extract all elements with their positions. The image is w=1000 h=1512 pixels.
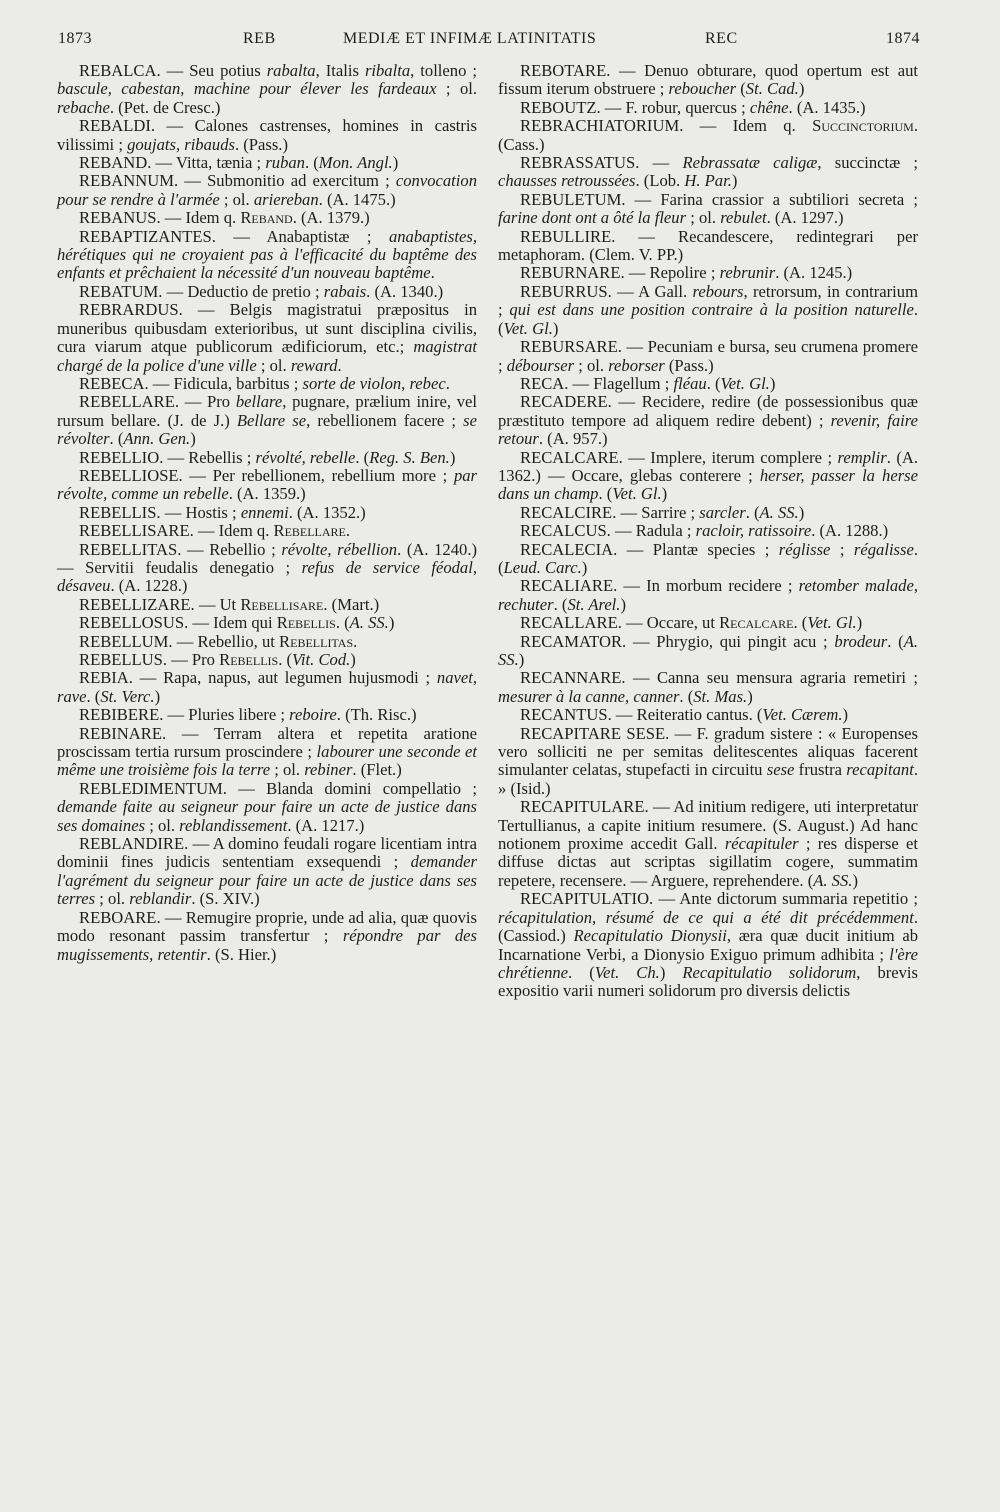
dictionary-entry: REBOTARE. — Denuo obturare, quod opertum est aut fissum iterum obstruere ; reboucher (St. Cad.) [498,61,918,99]
dictionary-entry: RECANNARE. — Canna seu mensura agraria remetiri ; mesurer à la canne, canner. (St. Mas.) [498,668,918,706]
dictionary-entry: REBECA. — Fidicula, barbitus ; sorte de violon, rebec. [79,373,450,393]
dictionary-entry: REBALCA. — Seu potius rabalta, Italis ribalta, tolleno ; bascule, cabestan, machine pour élever les fardeaux ; ol. rebache. (Pet. de Cresc.) [57,61,477,117]
dictionary-entry: RECAMATOR. — Phrygio, qui pingit acu ; brodeur. (A. SS.) [498,631,919,669]
left-column [57,62,477,964]
dictionary-entry: REBRACHIATORIUM. — Idem q. Succinctorium. (Cass.) [498,116,918,154]
dictionary-entry: RECALCUS. — Radula ; racloir, ratissoire. (A. 1288.) [520,521,889,541]
dictionary-entry: RECALECIA. — Plantæ species ; réglisse ; régalisse. (Leud. Carc.) [498,539,918,577]
dictionary-entry: REBOARE. — Remugire proprie, unde ad alia, quæ quovis modo resonant passim transfertur ; répondre par des mugissements, retentir. (S. Hier.) [57,907,477,964]
dictionary-entry: REBELLITAS. — Rebellio ; révolte, rébellion. (A. 1240.) — Servitii feudalis denegatio ; refus de service féodal, désaveu. (A. 1228.) [57,539,477,596]
running-head-left: REB [243,30,276,47]
right-column [498,62,918,1001]
dictionary-entry: RECADERE. — Recidere, redire (de possessionibus quæ præstituto tempore ad aliquem redire debent) ; revenir, faire retour. (A. 957.) [498,392,919,449]
dictionary-entry: RECALCIRE. — Sarrire ; sarcler. (A. SS.) [520,502,805,522]
dictionary-entry: RECA. — Flagellum ; fléau. (Vet. Gl.) [520,373,776,393]
running-title: MEDIÆ ET INFIMÆ LATINITATIS [343,30,597,47]
dictionary-entry: RECALCARE. — Implere, iterum complere ; remplir. (A. 1362.) — Occare, glebas conterere ; herser, passer la herse dans un champ. (Vet. Gl.) [498,447,919,504]
dictionary-entry: RECALIARE. — In morbum recidere ; retomber malade, rechuter. (St. Arel.) [498,576,918,614]
dictionary-entry: RECALLARE. — Occare, ut Recalcare. (Vet. Gl.) [520,613,863,633]
dictionary-entry: REBIA. — Rapa, napus, aut legumen hujusmodi ; navet, rave. (St. Verc.) [57,668,477,706]
dictionary-entry: REBANUS. — Idem q. Reband. (A. 1379.) [79,208,370,228]
dictionary-entry: REBURNARE. — Repolire ; rebrunir. (A. 1245.) [520,263,853,283]
dictionary-entry: REBELLUS. — Pro Rebellis. (Vit. Cod.) [79,650,356,669]
dictionary-entry: REBATUM. — Deductio de pretio ; rabais. (A. 1340.) [79,281,444,301]
dictionary-entry: REBELLIO. — Rebellis ; révolté, rebelle. (Reg. S. Ben.) [79,447,456,467]
dictionary-entry: RECAPITULARE. — Ad initium redigere, uti interpretatur Tertullianus, a capite initium resumere. (S. August.) Ad hanc notionem proxime accedit Gall. récapituler ; res disperse et diffuse dictas aut scriptas sigillatim cogere, summatim repetere, recensere. — Arguere, reprehendere. (A. SS.) [498,797,918,890]
dictionary-entry: REBELLISARE. — Idem q. Rebellare. [79,521,351,541]
dictionary-entry: REBELLUM. — Rebellio, ut Rebellitas. [79,631,358,651]
dictionary-entry: REBAPTIZANTES. — Anabaptistæ ; anabaptistes, hérétiques qui ne croyaient pas à l'efficacité du baptême des enfants et prêchaient la nécessité d'un nouveau baptême. [57,226,477,283]
dictionary-entry: REBINARE. — Terram altera et repetita aratione proscissam tertia rursum proscindere ; labourer une seconde et même une troisième fois la terre ; ol. rebiner. (Flet.) [57,723,477,780]
dictionary-entry: REBULETUM. — Farina crassior a subtiliori secreta ; farine dont ont a ôté la fleur ; ol. rebulet. (A. 1297.) [498,189,918,228]
dictionary-entry: REBLANDIRE. — A domino feudali rogare licentiam intra dominii fines judicis sententiam exsequendi ; demander l'agrément du seigneur pour faire un acte de justice dans ses terres ; ol. reblandir. (S. XIV.) [57,834,477,909]
dictionary-entry: RECAPITULATIO. — Ante dictorum summaria repetitio ; récapitulation, résumé de ce qui a été dit précédemment. (Cassiod.) Recapitulatio Dionysii, æra quæ ducit initium ab Incarnatione Verbi, a Dionysio Exiguo primum adhibita ; l'ère chrétienne. (Vet. Ch.) Recapitulatio solidorum, brevis expositio varii numeri solidorum pro diversis delictis [498,889,918,1001]
dictionary-entry: REBULLIRE. — Recandescere, redintegrari per metaphoram. (Clem. V. PP.) [498,226,918,265]
dictionary-entry: REBELLOSUS. — Idem qui Rebellis. (A. SS.) [79,613,395,633]
dictionary-entry: REBELLIS. — Hostis ; ennemi. (A. 1352.) [79,502,366,522]
dictionary-entry: REBRASSATUS. — Rebrassatæ caligæ, succinctæ ; chausses retroussées. (Lob. H. Par.) [498,153,919,191]
dictionary-entry: REBRARDUS. — Belgis magistratui præpositus in muneribus quibusdam exterioribus, ut sunt disciplina civilis, cura viarum atque publicorum ædificiorum, etc.; magistrat chargé de la police d'une ville ; ol. reward. [57,300,477,375]
dictionary-entry: REBURSARE. — Pecuniam e bursa, seu crumena promere ; débourser ; ol. reborser (Pass.) [498,337,918,375]
dictionary-entry: REBELLIOSE. — Per rebellionem, rebellium more ; par révolte, comme un rebelle. (A. 1359.) [57,465,477,504]
page-header [58,30,920,56]
dictionary-entry: REBOUTZ. — F. robur, quercus ; chêne. (A. 1435.) [520,97,866,117]
dictionary-entry: REBALDI. — Calones castrenses, homines in castris vilissimi ; goujats, ribauds. (Pass.) [57,116,477,154]
dictionary-entry: RECANTUS. — Reiteratio cantus. (Vet. Cærem.) [520,705,848,725]
page-number-right: 1874 [886,30,920,47]
page-number-left: 1873 [58,30,92,47]
dictionary-entry: REBLEDIMENTUM. — Blanda domini compellatio ; demande faite au seigneur pour faire un acte de justice dans ses domaines ; ol. reblandissement. (A. 1217.) [57,778,477,835]
dictionary-entry: REBANNUM. — Submonitio ad exercitum ; convocation pour se rendre à l'armée ; ol. ariereban. (A. 1475.) [57,171,477,209]
dictionary-entry: REBIBERE. — Pluries libere ; reboire. (Th. Risc.) [79,705,417,725]
dictionary-entry: REBELLARE. — Pro bellare, pugnare, prælium inire, vel rursum bellare. (J. de J.) Bellare se, rebellionem facere ; se révolter. (Ann. Gen.) [57,392,477,449]
dictionary-entry: REBURRUS. — A Gall. rebours, retrorsum, in contrarium ; qui est dans une position contraire à la position naturelle. (Vet. Gl.) [498,281,918,338]
running-head-right: REC [705,30,738,47]
dictionary-entry: RECAPITARE SESE. — F. gradum sistere : « Europenses vero solliciti ne per semitas delitescentes aliquas facerent simulanter celatas, stupefacti in circuitu sese frustra recapitant. » (Isid.) [498,723,918,798]
dictionary-entry: REBELLIZARE. — Ut Rebellisare. (Mart.) [79,594,380,614]
dictionary-entry: REBAND. — Vitta, tænia ; ruban. (Mon. Angl.) [79,153,399,173]
